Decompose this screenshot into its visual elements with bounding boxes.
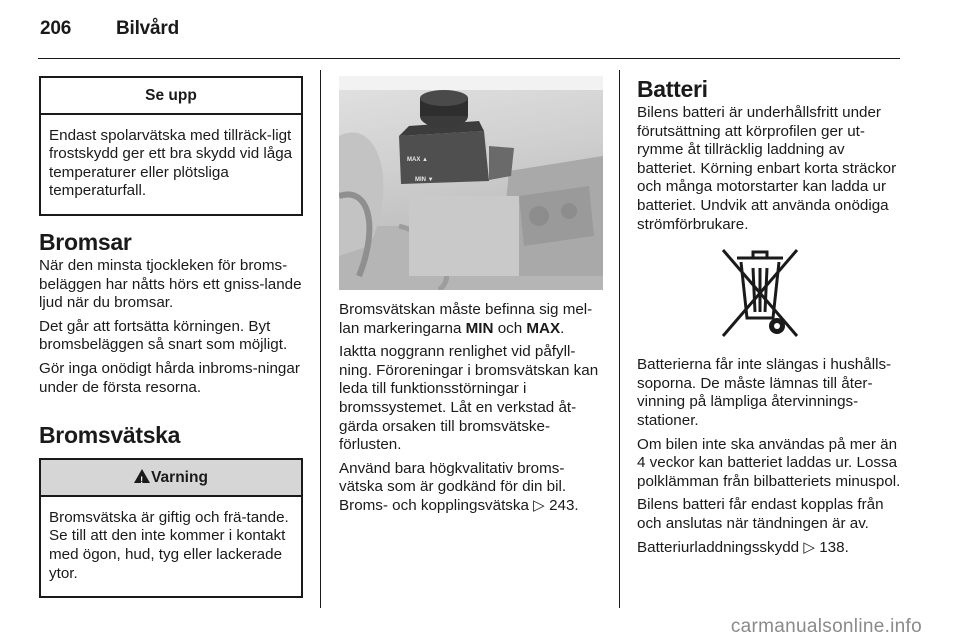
caution-box bbox=[39, 76, 303, 216]
crossed-out-bin-icon bbox=[715, 244, 805, 342]
p1-text: Bromsvätskan måste befinna sig mel-lan markeringarna bbox=[339, 301, 593, 337]
p1-and: och bbox=[493, 319, 527, 337]
max-label: MAX bbox=[526, 319, 561, 337]
warning-box bbox=[39, 458, 303, 598]
battery-paragraph-1: Bilens batteri är underhållsfritt under förutsättning att körprofilen ger ut-rymme åt tillräcklig laddning av batteriet. Körning enbart korta sträckor och många motorstarter kan ladda ur batteriet. Undvik att använda onödiga strömförbrukare. bbox=[637, 104, 897, 233]
caution-title: Se upp bbox=[41, 78, 301, 115]
battery-heading: Batteri bbox=[637, 76, 708, 102]
brake-fluid-reservoir-photo bbox=[339, 76, 603, 290]
disposal-symbol-wrap bbox=[637, 244, 901, 342]
page-number: 206 bbox=[40, 18, 72, 39]
page-reference-link[interactable]: 243. bbox=[549, 496, 579, 514]
battery-paragraph-2: Batterierna får inte slängas i hushålls-soporna. De måste lämnas till åter-vinning på lämpliga återvinnings-stationer. bbox=[637, 356, 892, 429]
footer-watermark: carmanualsonline.info bbox=[730, 616, 922, 637]
warning-title: Varning bbox=[151, 469, 208, 487]
reference-arrow-icon: ▷ bbox=[533, 496, 550, 514]
page-reference-link[interactable]: 138. bbox=[819, 538, 849, 556]
brakes-heading: Bromsar bbox=[39, 228, 132, 255]
column-divider-1 bbox=[320, 70, 321, 608]
column-divider-2 bbox=[619, 70, 620, 608]
column-3 bbox=[637, 76, 901, 562]
header-rule bbox=[38, 58, 900, 59]
p3-text: Använd bara högkvalitativ broms-vätska som är godkänd för din bil. Broms- och kopplingsvätska bbox=[339, 459, 567, 514]
reference-arrow-icon: ▷ bbox=[803, 538, 820, 556]
reservoir-illustration bbox=[339, 76, 603, 290]
section-title: Bilvård bbox=[116, 18, 180, 39]
brake-fluid-paragraph-1 bbox=[339, 301, 603, 338]
battery-paragraph-3: Om bilen inte ska användas på mer än 4 veckor kan batteriet laddas ur. Lossa polklämman från bilbatteriets minuspol. bbox=[637, 435, 901, 490]
brake-fluid-heading: Bromsvätska bbox=[39, 422, 181, 449]
caution-text: Endast spolarvätska med tillräck-ligt frostskydd ger ett bra skydd vid låga temperaturer eller plötsliga temperaturfall. bbox=[49, 126, 293, 200]
battery-paragraph-5 bbox=[637, 539, 901, 558]
column-1 bbox=[39, 76, 303, 598]
brake-fluid-paragraph-3 bbox=[339, 460, 603, 516]
column-2 bbox=[339, 76, 603, 521]
brakes-paragraph-3: Gör inga onödigt hårda inbroms-ningar under de första resorna. bbox=[39, 359, 300, 396]
warning-header bbox=[41, 460, 301, 497]
brakes-paragraph-2: Det går att fortsätta körningen. Byt bromsbeläggen så snart som möjligt. bbox=[39, 317, 288, 354]
brakes-paragraph-1: När den minsta tjockleken för broms-beläggen har nåtts hörs ett gniss-lande ljud när du bromsar. bbox=[39, 256, 302, 312]
max-mark-label: MAX ▲ bbox=[407, 157, 428, 163]
p5-text: Batteriurladdningsskydd bbox=[637, 538, 804, 556]
brake-fluid-paragraph-2: Iaktta noggrann renlighet vid påfyll-ning. Föroreningar i bromsvätskan kan leda till funktionsstörningar i bromssystemet. Låt en verkstad åt-gärda orsaken till bromsvätske-förlusten. bbox=[339, 343, 599, 454]
min-mark-label: MIN ▼ bbox=[415, 177, 434, 183]
warning-text: Bromsvätska är giftig och frä-tande. Se till att den inte kommer i kontakt med ögon, hud, tyg eller lackerade ytor. bbox=[49, 508, 289, 582]
p1-end: . bbox=[560, 319, 565, 337]
page-header bbox=[40, 18, 179, 40]
min-label: MIN bbox=[465, 319, 494, 337]
battery-paragraph-4: Bilens batteri får endast kopplas från och anslutas när tändningen är av. bbox=[637, 496, 884, 532]
warning-triangle-icon bbox=[134, 469, 150, 483]
